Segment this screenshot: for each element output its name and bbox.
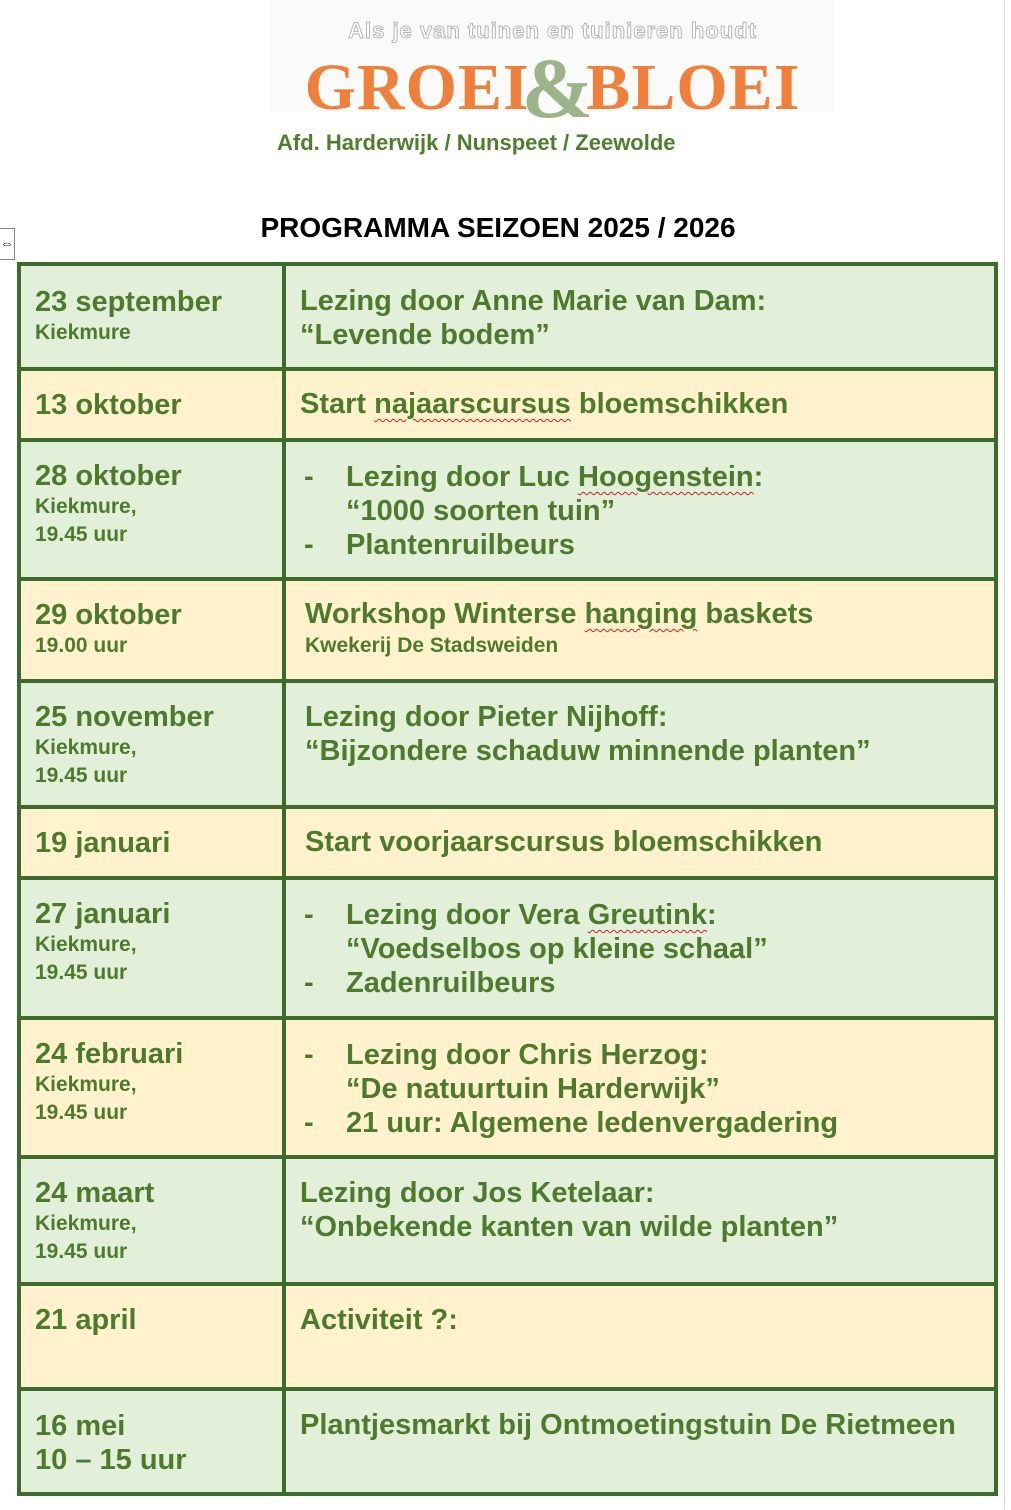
event-time: 19.00 uur — [35, 634, 128, 657]
description-cell — [284, 264, 996, 369]
spellcheck-word[interactable]: hanging — [584, 598, 698, 630]
logo-brand — [270, 30, 835, 136]
description-cell — [284, 681, 996, 807]
date-cell — [19, 878, 284, 1018]
event-subtitle: “Onbekende kanten van wilde planten” — [300, 1211, 839, 1243]
event-date: 24 maart — [35, 1177, 155, 1209]
event-time: 10 – 15 uur — [35, 1444, 187, 1476]
spellcheck-word[interactable]: najaarscursus — [374, 388, 571, 420]
event-subtitle: “Levende bodem” — [300, 319, 550, 351]
list-item — [300, 1106, 994, 1140]
bullet-dash: - — [304, 529, 314, 561]
event-date: 16 mei — [35, 1410, 126, 1442]
bullet-dash: - — [304, 461, 314, 493]
event-title: Start voorjaarscursus bloemschikken — [305, 826, 823, 858]
date-cell — [19, 369, 284, 440]
date-cell — [19, 579, 284, 681]
bullet-dash: - — [304, 899, 314, 931]
branch-name: Afd. Harderwijk / Nunspeet / Zeewolde — [277, 130, 676, 155]
event-date: 24 februari — [35, 1038, 184, 1070]
event-location: Kiekmure, — [35, 736, 137, 759]
event-time: 19.45 uur — [35, 523, 128, 546]
description-cell — [284, 1389, 996, 1494]
list-item-text — [346, 1038, 720, 1106]
event-date: 28 oktober — [35, 460, 182, 492]
event-location: Kiekmure, — [35, 495, 137, 518]
date-cell — [19, 1157, 284, 1284]
event-subtitle: “Bijzondere schaduw minnende planten” — [305, 735, 871, 767]
spellcheck-word[interactable]: Greutink — [587, 899, 707, 931]
program-table — [17, 262, 998, 1496]
table-row — [19, 1157, 996, 1284]
table-row — [19, 1284, 996, 1389]
description-cell — [284, 1284, 996, 1389]
table-row — [19, 1389, 996, 1494]
list-item — [300, 898, 994, 966]
event-location: Kwekerij De Stadsweiden — [305, 634, 559, 657]
bullet-dash: - — [304, 1039, 314, 1071]
list-item — [300, 966, 994, 1000]
bullet-dash: - — [304, 1107, 314, 1139]
text-part: Lezing door Vera — [346, 899, 588, 931]
event-subtitle: “De natuurtuin Harderwijk” — [346, 1073, 720, 1105]
event-date: 25 november — [35, 701, 214, 733]
event-location: Kiekmure, — [35, 1212, 137, 1235]
table-row — [19, 681, 996, 807]
event-title: Lezing door Jos Ketelaar: — [300, 1177, 655, 1209]
event-time: 19.45 uur — [35, 764, 128, 787]
date-cell — [19, 807, 284, 878]
text-part: baskets — [697, 598, 814, 630]
groei-bloei-logo — [270, 0, 835, 136]
date-cell — [19, 681, 284, 807]
text-part: : — [706, 899, 717, 931]
list-item — [300, 460, 994, 528]
event-subtitle: “1000 soorten tuin” — [346, 495, 616, 527]
table-move-handle-icon[interactable]: ⇔ — [0, 228, 15, 260]
spellcheck-word[interactable]: Hoogenstein — [578, 461, 754, 493]
event-date: 27 januari — [35, 898, 171, 930]
event-date: 21 april — [35, 1304, 137, 1336]
table-row — [19, 369, 996, 440]
event-title: Lezing door Anne Marie van Dam: — [300, 285, 767, 317]
event-location: Kiekmure — [35, 321, 131, 344]
event-title: Plantjesmarkt bij Ontmoetingstuin De Rietmeen — [300, 1409, 956, 1441]
date-cell — [19, 1284, 284, 1389]
description-cell — [284, 878, 996, 1018]
logo-brand-left: GROEI — [304, 51, 530, 124]
date-cell — [19, 1389, 284, 1494]
event-time: 19.45 uur — [35, 1240, 128, 1263]
event-date: 23 september — [35, 286, 222, 318]
date-cell — [19, 264, 284, 369]
logo-ampersand: & — [521, 40, 595, 136]
event-title — [300, 387, 994, 421]
description-cell — [284, 369, 996, 440]
event-title: Lezing door Pieter Nijhoff: — [305, 701, 668, 733]
description-cell — [284, 1018, 996, 1157]
list-item — [300, 528, 994, 562]
list-item-text: Zadenruilbeurs — [346, 967, 556, 999]
table-row — [19, 440, 996, 579]
description-cell — [284, 807, 996, 878]
list-item-text — [346, 460, 763, 528]
description-cell — [284, 1157, 996, 1284]
table-row — [19, 579, 996, 681]
event-location: Kiekmure, — [35, 1073, 137, 1096]
document-edge — [1004, 0, 1005, 1510]
event-time: 19.45 uur — [35, 961, 128, 984]
event-title: Lezing door Chris Herzog: — [346, 1039, 709, 1071]
table-row — [19, 264, 996, 369]
list-item — [300, 1038, 994, 1106]
list-item-text — [346, 898, 768, 966]
text-part: Start — [300, 388, 375, 420]
event-date: 19 januari — [35, 827, 171, 859]
event-time: 19.45 uur — [35, 1101, 128, 1124]
text-part: Lezing door Luc — [346, 461, 578, 493]
description-cell — [284, 440, 996, 579]
event-title: Activiteit ?: — [300, 1304, 458, 1336]
table-row — [19, 1018, 996, 1157]
bullet-dash: - — [304, 967, 314, 999]
event-date: 29 oktober — [35, 599, 182, 631]
event-date: 13 oktober — [35, 389, 182, 421]
text-part: : — [753, 461, 764, 493]
list-item-text: 21 uur: Algemene ledenvergadering — [346, 1107, 839, 1139]
event-subtitle: “Voedselbos op kleine schaal” — [346, 933, 768, 965]
date-cell — [19, 1018, 284, 1157]
date-cell — [19, 440, 284, 579]
logo-tagline: Als je van tuinen en tuinieren houdt — [348, 18, 757, 43]
text-part: Workshop Winterse — [305, 598, 585, 630]
text-part: bloemschikken — [570, 388, 789, 420]
event-title — [305, 597, 994, 631]
event-location: Kiekmure, — [35, 933, 137, 956]
list-item-text: Plantenruilbeurs — [346, 529, 575, 561]
logo-brand-right: BLOEI — [586, 51, 801, 124]
table-row — [19, 807, 996, 878]
page-title: PROGRAMMA SEIZOEN 2025 / 2026 — [260, 212, 736, 243]
description-cell — [284, 579, 996, 681]
table-row — [19, 878, 996, 1018]
